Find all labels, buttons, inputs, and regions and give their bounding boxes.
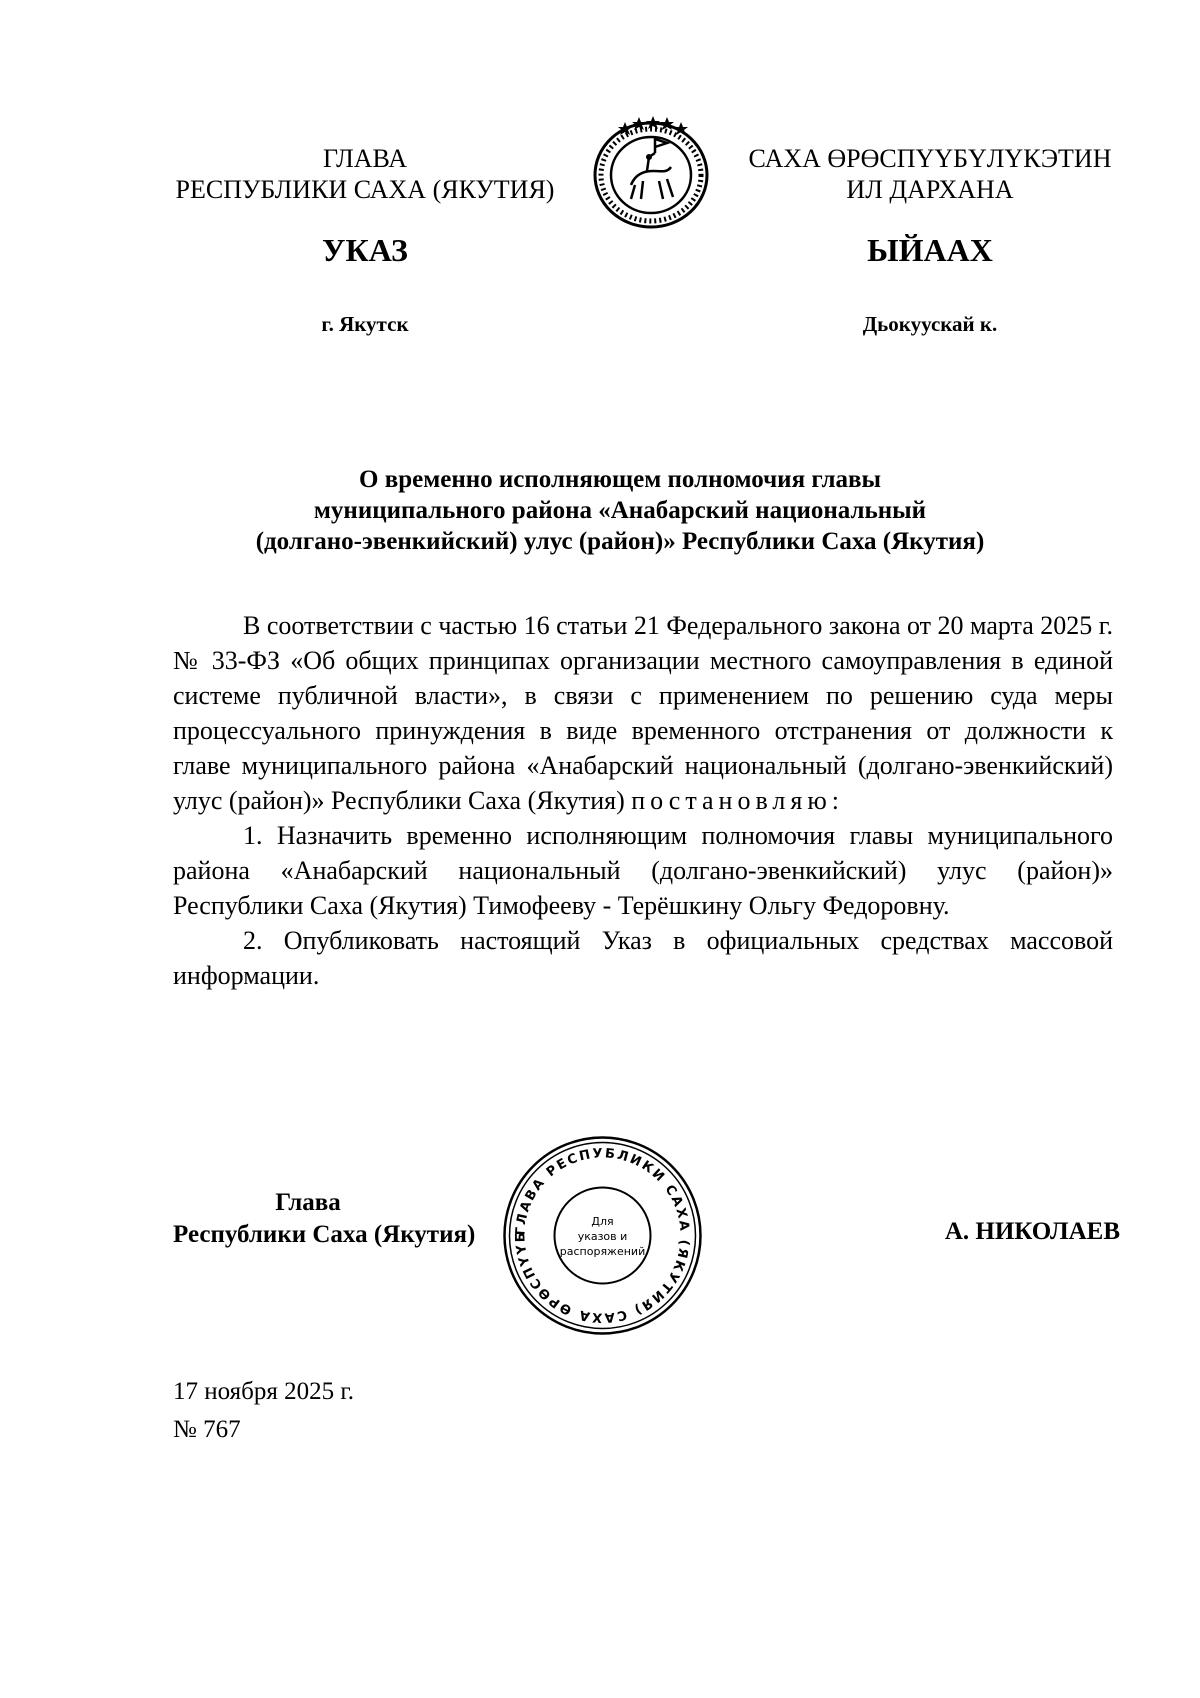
item-1-paragraph: 1. Назначить временно исполняющим полномочия главы муниципального района «Анабарский национальный (долгано-эвенкийский) улус (район)» Республики Саха (Якутия) Тимофееву - Терёшкину Ольгу Федоровну. (173, 821, 1113, 920)
subject-line1: О временно исполняющем полномочия главы (359, 466, 881, 493)
document-date: 17 ноября 2025 г. (173, 1378, 355, 1405)
preamble-paragraph (173, 608, 1113, 818)
document-date-block (173, 1373, 354, 1449)
subject-line2: муниципального района «Анабарский национальный (313, 497, 927, 524)
signatory-title-line2: Республики Саха (Якутия) (173, 1221, 476, 1248)
header-right-line1: САХА ӨРӨСПҮҮБҮЛҮКЭТИН (748, 144, 1112, 173)
header-right-line2: ИЛ ДАРХАНА (846, 175, 1014, 204)
document-type-sah: ЫЙААХ (867, 232, 993, 268)
header-left-line1: ГЛАВА (323, 144, 407, 173)
document-type-ru: УКАЗ (322, 232, 408, 268)
header-left-line2: РЕСПУБЛИКИ САХА (ЯКУТИЯ) (175, 175, 555, 204)
stamp-inner-line2: указов и (577, 1230, 628, 1243)
subject-line3: (долгано-эвенкийский) улус (район)» Республики Саха (Якутия) (255, 528, 985, 555)
coat-of-arms-icon (583, 113, 719, 233)
signatory-title (173, 1187, 523, 1251)
signatory-name: А. НИКОЛАЕВ (944, 1218, 1120, 1245)
decree-verb: постановляю: (631, 786, 844, 815)
preamble-text: В соответствии с частью 16 статьи 21 Федерального закона от 20 марта 2025 г. № 33-ФЗ «Об общих принципах организации местного самоуправления в единой системе публичной власти», в связи с применением по решению суда меры процессуального принуждения в виде временного отстранения от должности к главе муниципального района «Анабарский национальный (долгано-эвенкийский) улус (район)» Республики Саха (Якутия) (173, 611, 1113, 815)
header-right-block (740, 143, 1120, 205)
document-body (173, 608, 1113, 993)
svg-text:ГЛАВА РЕСПУБЛИКИ САХА (ЯКУТИЯ) (500, 1133, 692, 1325)
document-number: № 767 (173, 1416, 241, 1443)
item-2-paragraph: 2. Опубликовать настоящий Указ в официальных средствах массовой информации. (173, 926, 1113, 990)
signatory-title-line1: Глава (275, 1189, 341, 1216)
official-stamp-icon (500, 1133, 705, 1338)
stamp-inner-line1: Для (591, 1215, 614, 1228)
header-left-block (150, 143, 580, 205)
stamp-outer-text: ГЛАВА РЕСПУБЛИКИ САХА (ЯКУТИЯ) САХА ӨРӨСПҮҮБ (513, 1146, 692, 1325)
city-sah: Дьокуускай к. (862, 312, 998, 336)
city-ru: г. Якутск (321, 312, 409, 336)
document-subject (170, 464, 1070, 557)
stamp-inner-line3: распоряжений (559, 1245, 646, 1258)
